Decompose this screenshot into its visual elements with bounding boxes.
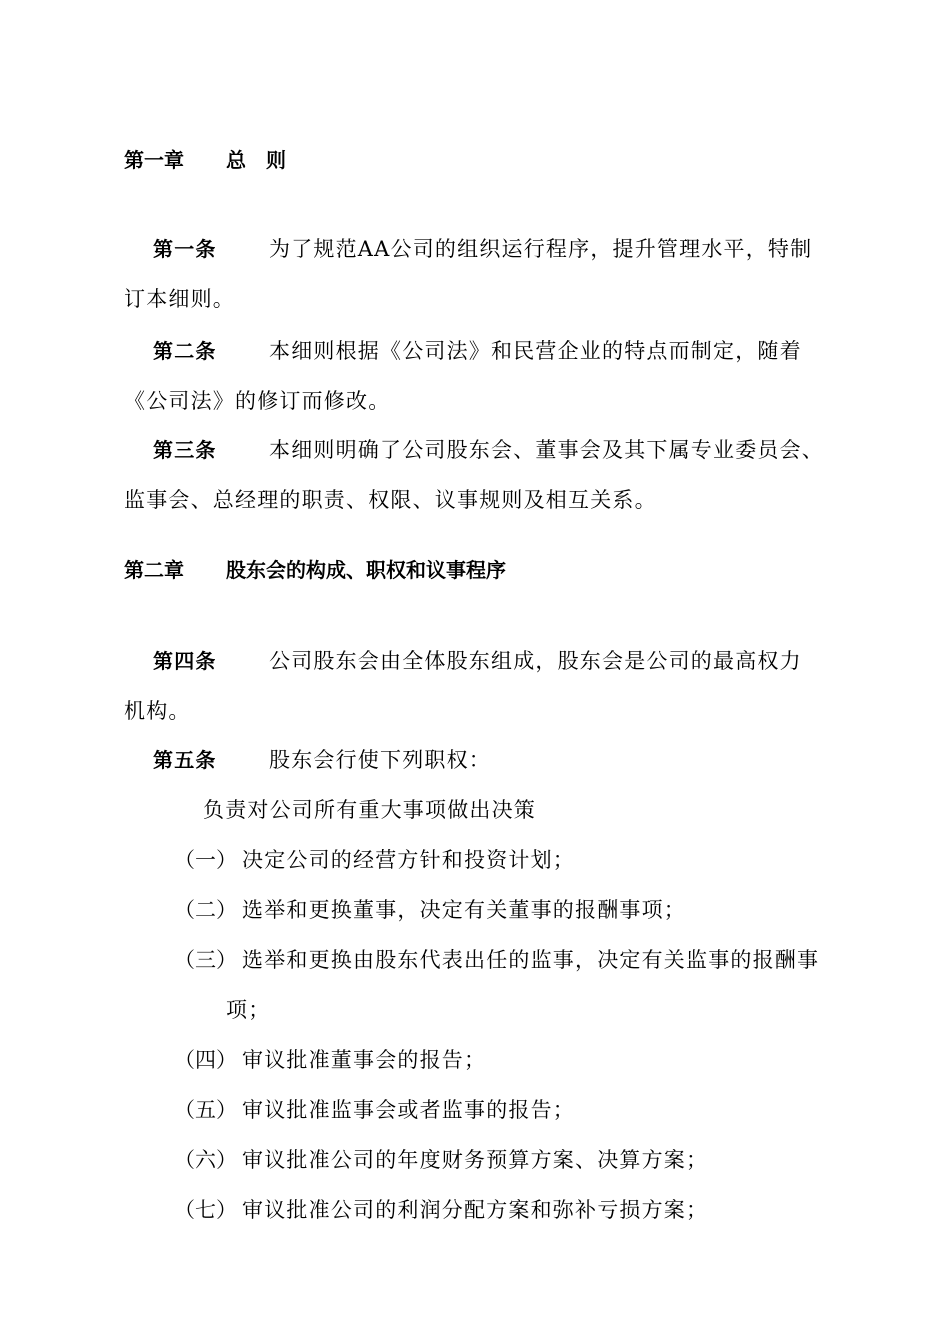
item-number: （四） <box>174 1048 237 1072</box>
article-4-line-2: 机构。 <box>124 699 191 723</box>
item-number: （五） <box>174 1098 237 1122</box>
article-3-line-2: 监事会、总经理的职责、权限、议事规则及相互关系。 <box>124 488 657 512</box>
list-item <box>174 1096 575 1124</box>
list-item-continuation: 项； <box>226 998 271 1022</box>
article-2-line-2: 《公司法》的修订而修改。 <box>124 389 391 413</box>
list-item <box>174 946 819 974</box>
article-text: 本细则明确了公司股东会、董事会及其下属专业委员会、 <box>269 438 824 462</box>
article-1-line-1 <box>153 235 812 263</box>
item-text: 决定公司的经营方针和投资计划； <box>242 848 575 872</box>
article-number: 第三条 <box>153 438 217 462</box>
item-text: 审议批准公司的利润分配方案和弥补亏损方案； <box>242 1198 709 1222</box>
chapter-number: 第一章 <box>124 148 184 172</box>
powers-intro: 负责对公司所有重大事项做出决策 <box>203 798 536 822</box>
item-number: （一） <box>174 848 237 872</box>
item-text: 审议批准董事会的报告； <box>242 1048 487 1072</box>
item-text: 审议批准监事会或者监事的报告； <box>242 1098 575 1122</box>
article-number: 第四条 <box>153 649 217 673</box>
item-number: （三） <box>174 948 237 972</box>
list-item <box>174 1146 708 1174</box>
article-3-line-1 <box>153 436 824 464</box>
article-text: 公司股东会由全体股东组成，股东会是公司的最高权力 <box>269 649 802 673</box>
article-number: 第一条 <box>153 237 217 261</box>
item-text: 选举和更换董事，决定有关董事的报酬事项； <box>242 898 686 922</box>
list-item <box>174 1196 708 1224</box>
article-1-line-2: 订本细则。 <box>124 287 235 311</box>
list-item <box>174 846 575 874</box>
item-text: 选举和更换由股东代表出任的监事，决定有关监事的报酬事 <box>242 948 820 972</box>
article-text: 本细则根据《公司法》和民营企业的特点而制定，随着 <box>269 339 802 363</box>
article-text: 为了规范AA公司的组织运行程序，提升管理水平，特制 <box>269 237 813 261</box>
article-number: 第二条 <box>153 339 217 363</box>
chapter-2-heading <box>124 556 506 584</box>
item-text: 审议批准公司的年度财务预算方案、决算方案； <box>242 1148 709 1172</box>
article-number: 第五条 <box>153 748 217 772</box>
chapter-number: 第二章 <box>124 558 184 582</box>
list-item <box>174 1046 486 1074</box>
article-5-line-1 <box>153 746 491 774</box>
chapter-title: 股东会的构成、职权和议事程序 <box>226 558 506 582</box>
item-number: （六） <box>174 1148 237 1172</box>
chapter-title: 总 则 <box>226 148 286 172</box>
article-text: 股东会行使下列职权： <box>269 748 491 772</box>
list-item <box>174 896 686 924</box>
item-number: （七） <box>174 1198 237 1222</box>
chapter-1-heading <box>124 146 286 174</box>
article-4-line-1 <box>153 647 802 675</box>
item-number: （二） <box>174 898 237 922</box>
article-2-line-1 <box>153 337 802 365</box>
